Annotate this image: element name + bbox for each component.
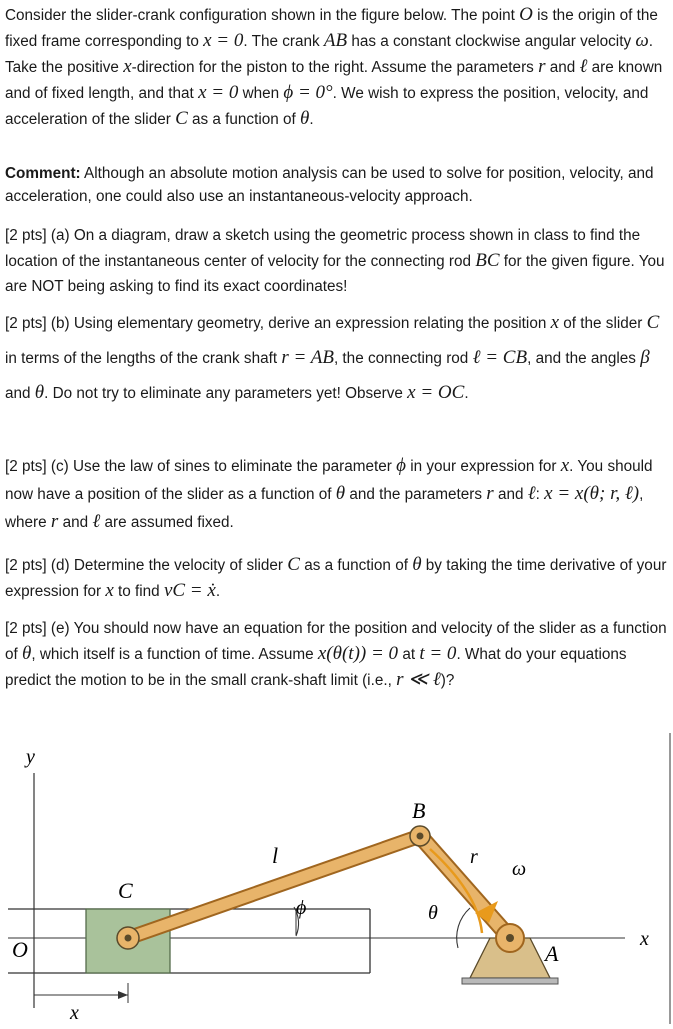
intro-text: when bbox=[242, 85, 280, 102]
part-c-text: , where bbox=[5, 486, 644, 531]
x-dim-label: x bbox=[70, 1002, 79, 1024]
math-r-eq-AB: r = AB bbox=[281, 347, 334, 368]
math-x-eq-0: x = 0 bbox=[203, 30, 244, 51]
comment-text: Although an absolute motion analysis can be used to solve for position, velocity, and acceleration, one could also use an instantaneous-velocity approach. bbox=[5, 165, 654, 205]
slider-crank-figure bbox=[0, 733, 673, 1024]
math-O: O bbox=[519, 4, 533, 25]
math-phi-eq-0: ϕ = 0° bbox=[283, 82, 333, 103]
slider-label: C bbox=[118, 878, 133, 903]
math-x: x bbox=[123, 56, 132, 77]
pin-A-label: A bbox=[545, 941, 559, 966]
math-l-eq-CB: ℓ = CB bbox=[472, 347, 528, 368]
part-b-text: Observe bbox=[345, 385, 403, 402]
math-x: x bbox=[560, 455, 570, 476]
math-phi: ϕ bbox=[396, 455, 406, 476]
pin-B-label: B bbox=[412, 798, 426, 823]
comment-paragraph bbox=[5, 162, 669, 208]
math-C: C bbox=[646, 312, 660, 333]
part-e-text: , which itself is a function of time. Assume bbox=[31, 646, 314, 663]
part-c-paragraph: [2 pts] (c) Use the law of sines to eliminate the parameter ϕ in your expression for x. You should now have a position of the slider as a function of θ and the parameters r and ℓ: x = x(θ; r, ℓ), where r and ℓ are assumed fixed. bbox=[5, 455, 653, 532]
origin-label: O bbox=[12, 937, 28, 962]
math-x-func: x = x(θ; r, ℓ) bbox=[544, 483, 640, 504]
math-x: x bbox=[105, 580, 114, 601]
y-axis-label: y bbox=[26, 746, 35, 768]
part-d-text: as a function of bbox=[304, 557, 408, 574]
theta-label: θ bbox=[428, 902, 438, 924]
part-b-text: . Do not try to eliminate any parameters yet! bbox=[44, 385, 341, 402]
ground-plate bbox=[462, 978, 558, 984]
intro-text: and bbox=[549, 59, 576, 76]
part-e-text: at bbox=[402, 646, 416, 663]
pin-C-center bbox=[125, 935, 132, 942]
part-c-text: [2 pts] (c) Use the law of sines to eliminate the parameter bbox=[5, 458, 392, 475]
part-d-text: to find bbox=[118, 583, 160, 600]
part-c-text: are assumed fixed. bbox=[104, 514, 234, 531]
part-b-text: in terms of the lengths of the crank shaft bbox=[5, 350, 278, 367]
part-d-paragraph: [2 pts] (d) Determine the velocity of slider C as a function of θ by taking the time derivative of your expression for x to find vC = ẋ. bbox=[5, 554, 667, 601]
part-c-text: and bbox=[62, 514, 89, 531]
part-c-text: in your expression for bbox=[410, 458, 557, 475]
math-AB: AB bbox=[323, 30, 348, 51]
intro-text: are known and of fixed length, and that bbox=[5, 59, 663, 102]
part-c-text: and bbox=[497, 486, 524, 503]
intro-paragraph: Consider the slider-crank configuration shown in the figure below. The point O is the origin of the fixed frame corresponding to x = 0. The crank AB has a constant clockwise angular velocity ω. Take the positive x-direction for the piston to the right. Assume the parameters r and ℓ are known and of fixed length, and that x = 0 when ϕ = 0°. We wish to express the position, velocity, and acceleration of the slider C as a function of θ. bbox=[5, 4, 663, 129]
comment-label: Comment: bbox=[5, 165, 81, 182]
omega-label: ω bbox=[512, 858, 527, 880]
part-c-text: You should now have a position of the slider as a function of bbox=[5, 458, 653, 503]
math-r: r bbox=[486, 483, 494, 504]
math-theta: θ bbox=[412, 554, 422, 575]
intro-text: . The crank bbox=[243, 33, 320, 50]
x-dim-arrowhead bbox=[118, 991, 128, 999]
pin-B-center bbox=[417, 833, 424, 840]
math-t-eq-0: t = 0 bbox=[419, 643, 457, 664]
intro-text: . We wish to express the position, velocity, and acceleration of the slider bbox=[5, 85, 649, 128]
math-x-eq-OC: x = OC bbox=[407, 382, 465, 403]
intro-text: . Take the positive bbox=[5, 33, 654, 76]
math-theta: θ bbox=[300, 108, 310, 129]
math-theta: θ bbox=[34, 382, 45, 403]
part-e-text: . What do your equations predict the motion to be in the small crank-shaft limit (i.e., bbox=[5, 646, 627, 689]
part-b-text: , the connecting rod bbox=[333, 350, 469, 367]
part-d-text: by taking the time derivative of your expression for bbox=[5, 557, 667, 600]
slider-crank-diagram bbox=[0, 733, 673, 1024]
math-r: r bbox=[538, 56, 546, 77]
math-x-theta-t: x(θ(t)) = 0 bbox=[317, 643, 399, 664]
part-b-text: , and the angles bbox=[527, 350, 636, 367]
intro-text: as a function of bbox=[192, 111, 296, 128]
math-l: ℓ bbox=[527, 483, 536, 504]
part-e-text: [2 pts] (e) You should now have an equation for the position and velocity of the slider as a function of bbox=[5, 620, 667, 663]
math-vc: vC = ẋ bbox=[163, 580, 216, 601]
phi-label: ϕ bbox=[296, 897, 307, 919]
rod-length-label: l bbox=[272, 843, 279, 868]
math-BC: BC bbox=[475, 250, 500, 271]
part-a-text: for the given figure. You are NOT being asking to find its exact coordinates! bbox=[5, 253, 665, 295]
math-theta: θ bbox=[22, 643, 32, 664]
crank-length-label: r bbox=[470, 846, 478, 868]
math-C: C bbox=[287, 554, 300, 575]
math-theta: θ bbox=[335, 483, 346, 504]
part-b-text: of the slider bbox=[563, 315, 643, 332]
math-x: x bbox=[550, 312, 560, 333]
part-e-text: )? bbox=[440, 672, 455, 689]
part-b-paragraph: [2 pts] (b) Using elementary geometry, derive an expression relating the position x of the slider C in terms of the lengths of the crank shaft r = AB, the connecting rod ℓ = CB, and the angles β and θ. Do not try to eliminate any parameters yet! Observe x = OC. bbox=[5, 312, 660, 403]
intro-text: is the origin of the fixed frame corresponding to bbox=[5, 7, 658, 50]
math-C: C bbox=[175, 108, 188, 129]
part-d-text: [2 pts] (d) Determine the velocity of slider bbox=[5, 557, 284, 574]
math-r: r bbox=[50, 511, 59, 532]
part-a-text: [2 pts] (a) On a diagram, draw a sketch using the geometric process shown in class to find the location of the instantaneous center of velocity for the connecting rod bbox=[5, 227, 641, 270]
math-beta: β bbox=[640, 347, 650, 368]
intro-text: Consider the slider-crank configuration shown in the figure below. The point bbox=[5, 7, 515, 24]
x-axis-label: x bbox=[640, 928, 649, 950]
math-omega: ω bbox=[635, 30, 649, 51]
math-r-ll-l: r ≪ ℓ bbox=[396, 669, 441, 690]
intro-text: -direction for the piston to the right. Assume the parameters bbox=[131, 59, 534, 76]
part-a-paragraph bbox=[5, 223, 669, 299]
pin-A-center bbox=[506, 934, 514, 942]
part-e-paragraph bbox=[5, 616, 669, 693]
part-b-text: and bbox=[5, 385, 31, 402]
intro-text: has a constant clockwise angular velocity bbox=[351, 33, 632, 50]
part-b-text: [2 pts] (b) Using elementary geometry, derive an expression relating the position bbox=[5, 315, 547, 332]
theta-angle-arc bbox=[457, 908, 470, 948]
math-l: ℓ bbox=[579, 56, 588, 77]
math-x-eq-0: x = 0 bbox=[198, 82, 239, 103]
math-l: ℓ bbox=[92, 511, 101, 532]
part-c-text: and the parameters bbox=[349, 486, 483, 503]
